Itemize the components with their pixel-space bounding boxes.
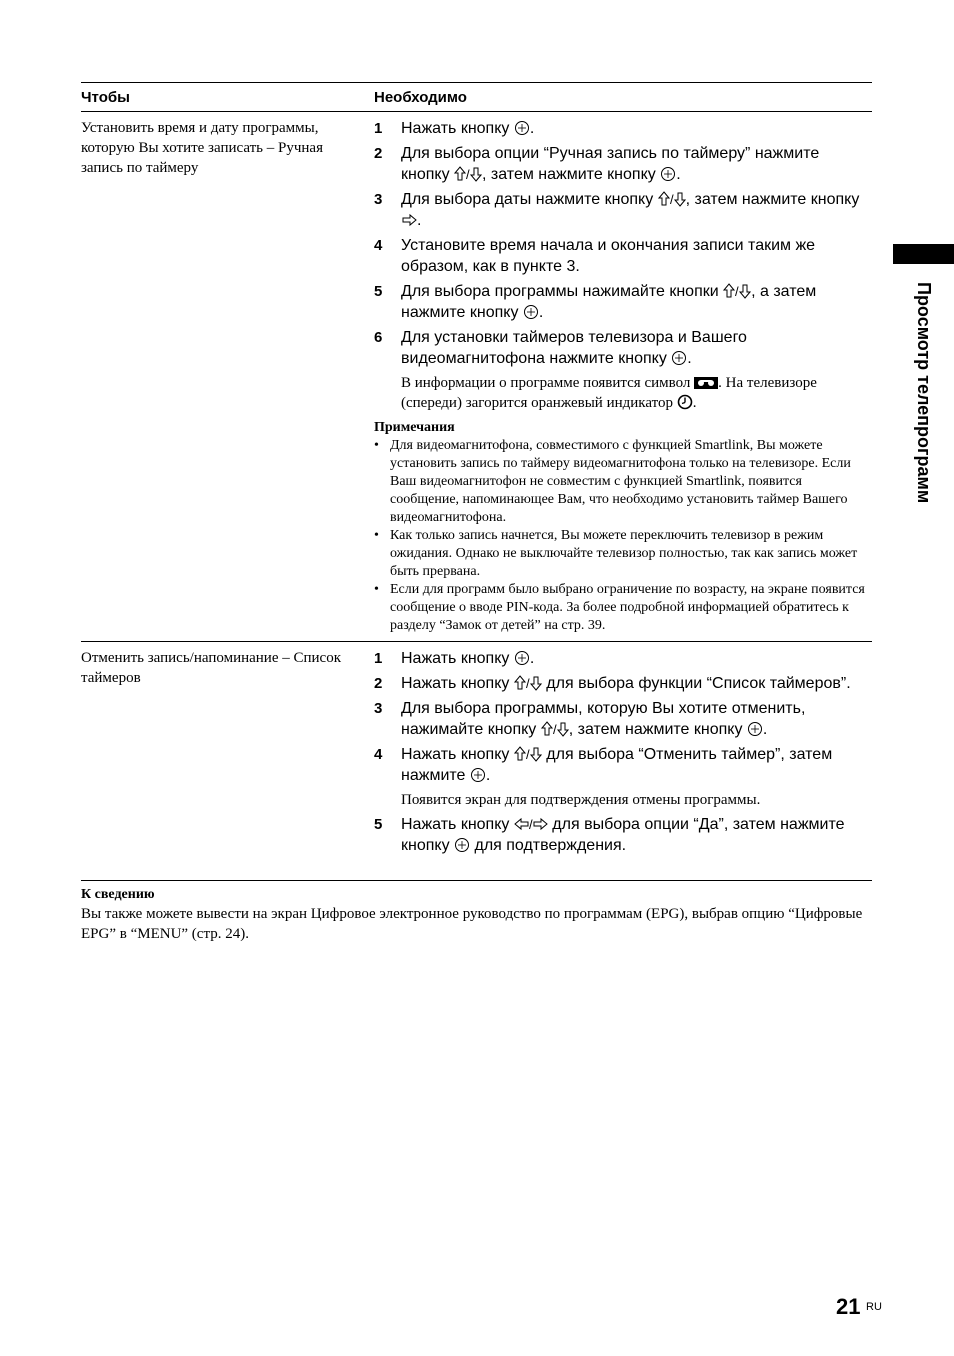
left-right-arrow-icon bbox=[514, 816, 548, 832]
step-item bbox=[374, 673, 872, 694]
step-number: 3 bbox=[374, 700, 383, 717]
svg-text:/: / bbox=[466, 167, 470, 182]
row-steps bbox=[374, 118, 872, 641]
svg-text:/: / bbox=[525, 676, 530, 691]
step-number: 1 bbox=[374, 650, 383, 667]
step-item bbox=[374, 281, 872, 323]
page-number: 21 bbox=[836, 1294, 861, 1319]
enter-button-icon bbox=[671, 350, 687, 366]
info-title: К сведению bbox=[81, 887, 155, 902]
step-text: Нажать кнопку . bbox=[401, 120, 535, 137]
step-number: 3 bbox=[374, 191, 383, 208]
step-note: В информации о программе появится символ . На телевизоре (спереди) загорится оранжевый индикатор . bbox=[401, 375, 817, 411]
svg-text:/: / bbox=[669, 192, 674, 207]
section-tab-marker bbox=[893, 244, 954, 264]
step-item bbox=[374, 143, 872, 185]
svg-text:/: / bbox=[552, 722, 557, 737]
step-text: Нажать кнопку . bbox=[401, 650, 535, 667]
step-text: Для установки таймеров телевизора и Вашего видеомагнитофона нажмите кнопку . bbox=[401, 329, 747, 367]
step-item bbox=[374, 327, 872, 369]
vcr-symbol-icon bbox=[694, 376, 718, 390]
step-number: 5 bbox=[374, 816, 383, 833]
step-number: 5 bbox=[374, 283, 383, 300]
instruction-table bbox=[81, 82, 872, 881]
up-down-arrow-icon bbox=[541, 721, 569, 737]
step-number: 2 bbox=[374, 145, 383, 162]
step-number: 4 bbox=[374, 237, 383, 254]
up-down-arrow-icon bbox=[454, 166, 482, 182]
step-number: 2 bbox=[374, 675, 383, 692]
step-item bbox=[374, 235, 872, 277]
row-task: Установить время и дату программы, которую Вы хотите записать – Ручная запись по таймеру bbox=[81, 120, 323, 176]
up-down-arrow-icon bbox=[514, 746, 542, 762]
svg-text:/: / bbox=[525, 747, 530, 762]
step-text: Для выбора программы, которую Вы хотите отменить, нажимайте кнопку / , затем нажмите кнопку . bbox=[401, 700, 806, 738]
timer-indicator-icon bbox=[677, 394, 693, 410]
step-text: Для выбора опции “Ручная запись по таймеру” нажмите кнопку / , затем нажмите кнопку . bbox=[401, 145, 820, 183]
enter-button-icon bbox=[514, 120, 530, 136]
page-language: RU bbox=[866, 1301, 882, 1313]
up-down-arrow-icon bbox=[658, 191, 686, 207]
notes-title: Примечания bbox=[374, 420, 455, 435]
row-steps bbox=[374, 648, 872, 880]
info-text: Вы также можете вывести на экран Цифровое электронное руководство по программам (EPG), выбрав опцию “Цифровые EPG” в “MENU” (стр. 24). bbox=[81, 906, 863, 942]
step-text: Нажать кнопку / для выбора “Отменить таймер”, затем нажмите . bbox=[401, 746, 833, 784]
up-down-arrow-icon bbox=[514, 675, 542, 691]
table-header bbox=[81, 83, 872, 112]
note-item: • Как только запись начнется, Вы можете переключить телевизор в режим ожидания. Однако не выключайте телевизор полностью, так как запись может быть прервана. bbox=[374, 528, 858, 579]
svg-text:/: / bbox=[735, 284, 739, 299]
step-item bbox=[374, 118, 872, 139]
table-row bbox=[81, 641, 872, 880]
step-number: 1 bbox=[374, 120, 383, 137]
up-down-arrow-icon bbox=[723, 283, 751, 299]
step-item bbox=[374, 648, 872, 669]
step-number: 6 bbox=[374, 329, 383, 346]
note-item: • Если для программ было выбрано ограничение по возрасту, на экране появится сообщение о вводе PIN-кода. За более подробной информацией обратитесь к разделу “Замок от детей” на стр. 39. bbox=[374, 582, 865, 633]
step-text: Для выбора даты нажмите кнопку / , затем нажмите кнопку . bbox=[401, 191, 860, 229]
row-task: Отменить запись/напоминание – Список таймеров bbox=[81, 650, 341, 686]
enter-button-icon bbox=[660, 166, 676, 182]
right-arrow-icon bbox=[401, 212, 417, 228]
enter-button-icon bbox=[470, 767, 486, 783]
enter-button-icon bbox=[514, 650, 530, 666]
svg-text:/: / bbox=[528, 817, 533, 832]
step-item bbox=[374, 744, 872, 786]
step-text: Нажать кнопку / для выбора опции “Да”, затем нажмите кнопку для подтверждения. bbox=[401, 816, 845, 854]
step-text: Нажать кнопку / для выбора функции “Список таймеров”. bbox=[401, 675, 851, 692]
step-note: Появится экран для подтверждения отмены программы. bbox=[401, 792, 761, 808]
header-right: Необходимо bbox=[374, 88, 467, 106]
step-item bbox=[374, 189, 872, 231]
header-left: Чтобы bbox=[81, 88, 130, 106]
note-item: • Для видеомагнитофона, совместимого с функцией Smartlink, Вы можете установить запись по таймеру видеомагнитофона только на телевизоре. Если Ваш видеомагнитофон не совместим с функцией Smartlink, появится сообщение, напоминающее Вам, что необходимо установить таймер Вашего видеомагнитофона. bbox=[374, 438, 851, 525]
step-text: Установите время начала и окончания записи таким же образом, как в пункте 3. bbox=[401, 237, 816, 275]
step-text: Для выбора программы нажимайте кнопки / , а затем нажмите кнопку . bbox=[401, 283, 817, 321]
enter-button-icon bbox=[747, 721, 763, 737]
step-number: 4 bbox=[374, 746, 383, 763]
step-item bbox=[374, 698, 872, 740]
step-item bbox=[374, 814, 872, 856]
enter-button-icon bbox=[523, 304, 539, 320]
section-title: Просмотр телепрограмм bbox=[914, 282, 934, 504]
info-section bbox=[81, 886, 881, 944]
enter-button-icon bbox=[454, 837, 470, 853]
section-side-label bbox=[893, 264, 954, 564]
table-row bbox=[81, 112, 872, 641]
